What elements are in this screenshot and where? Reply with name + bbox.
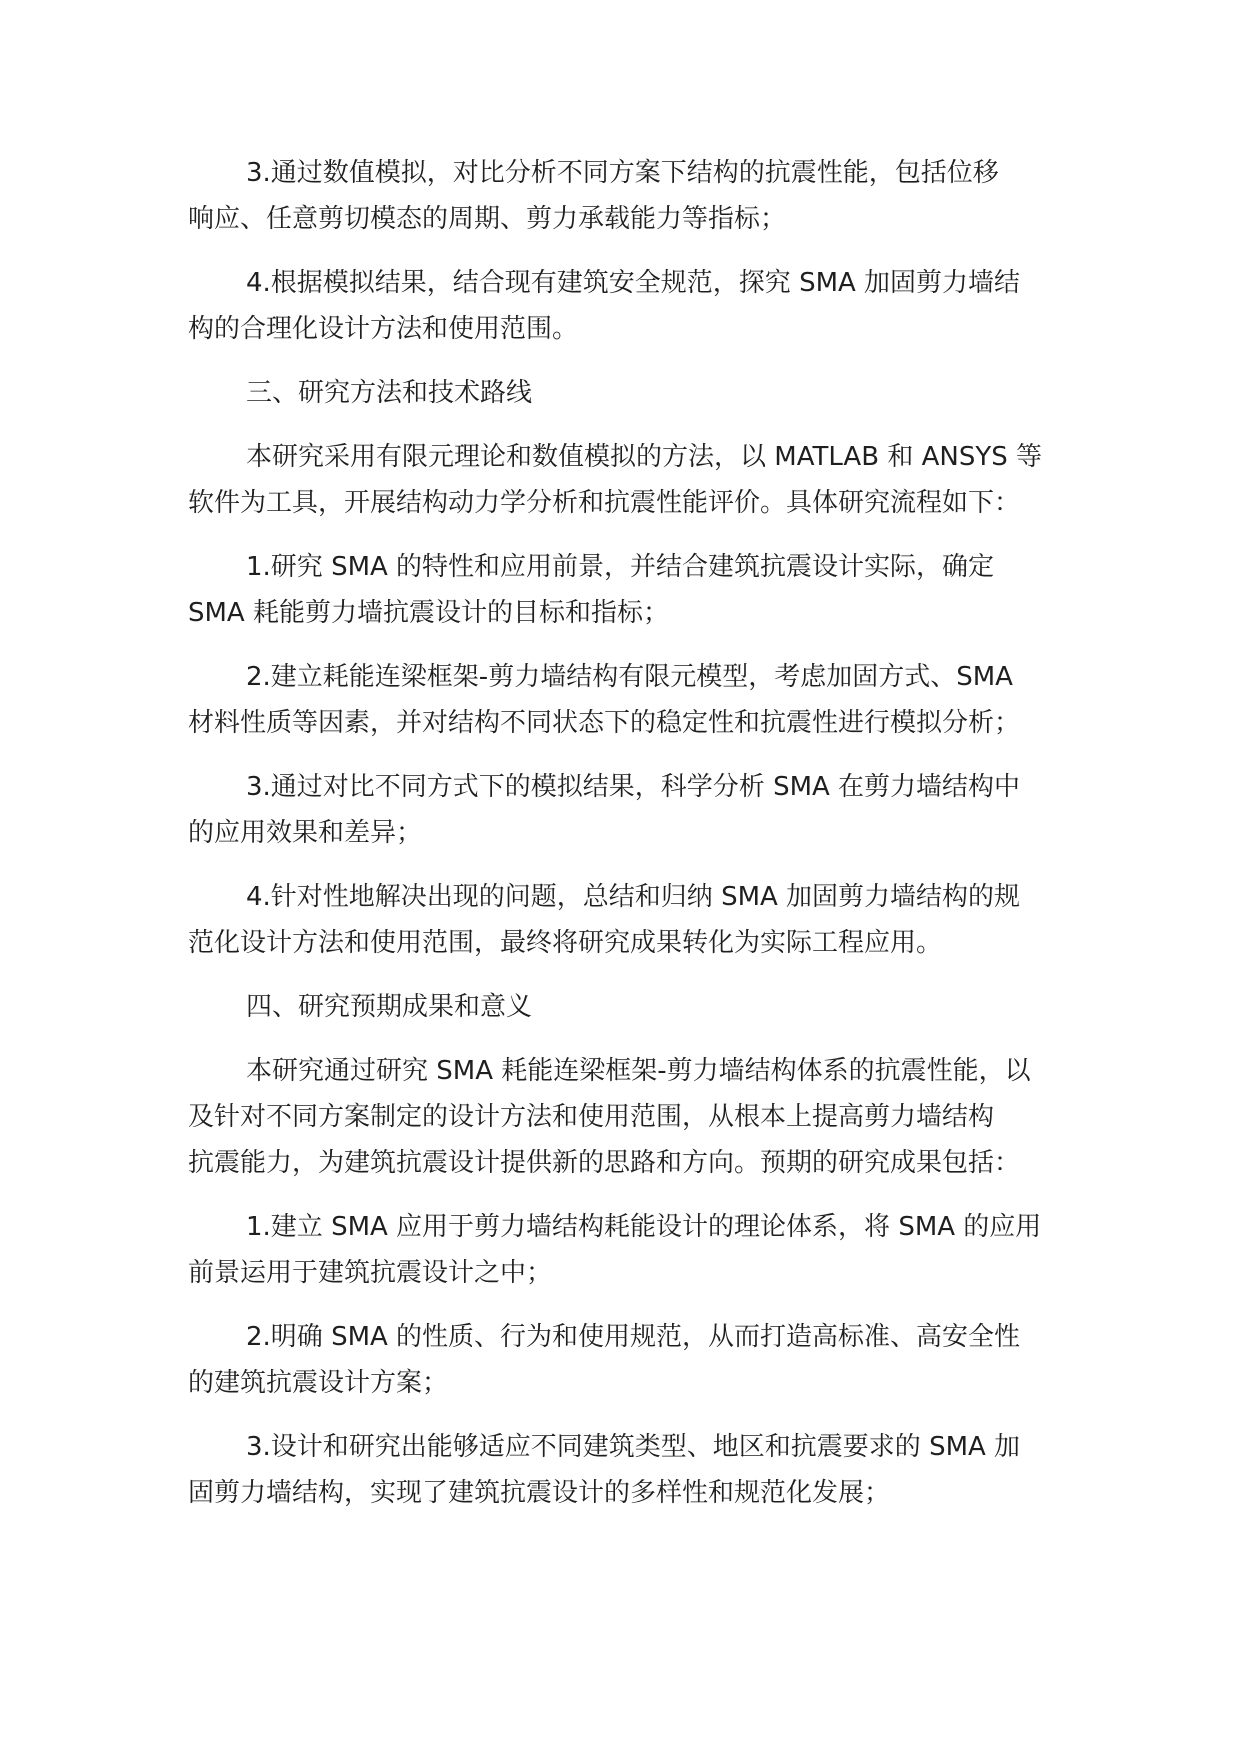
paragraph-outcomes-intro (188, 1048, 1078, 1186)
paragraph-3-numerical-simulation (188, 150, 1078, 242)
paragraph-line: 3.设计和研究出能够适应不同建筑类型、地区和抗震要求的 SMA 加 (246, 1432, 1021, 1462)
paragraph-method-4 (188, 874, 1078, 966)
paragraph-line: 响应、任意剪切模态的周期、剪力承载能力等指标； (188, 204, 787, 234)
paragraph-line: SMA 耗能剪力墙抗震设计的目标和指标； (188, 598, 669, 628)
paragraph-line: 2.明确 SMA 的性质、行为和使用规范，从而打造高标准、高安全性 (246, 1322, 1021, 1352)
section-heading-outcomes (188, 984, 1078, 1030)
paragraph-method-1 (188, 544, 1078, 636)
paragraph-line: 4.针对性地解决出现的问题，总结和归纳 SMA 加固剪力墙结构的规 (246, 882, 1021, 912)
paragraph-line: 1.建立 SMA 应用于剪力墙结构耗能设计的理论体系，将 SMA 的应用 (246, 1212, 1042, 1242)
document-page (188, 150, 1078, 1534)
paragraph-line: 本研究通过研究 SMA 耗能连梁框架-剪力墙结构体系的抗震性能，以 (246, 1056, 1031, 1086)
paragraph-line: 前景运用于建筑抗震设计之中； (188, 1258, 553, 1288)
paragraph-line: 抗震能力，为建筑抗震设计提供新的思路和方向。预期的研究成果包括： (188, 1148, 1021, 1178)
paragraph-line: 3.通过对比不同方式下的模拟结果，科学分析 SMA 在剪力墙结构中 (246, 772, 1021, 802)
paragraph-line: 及针对不同方案制定的设计方法和使用范围，从根本上提高剪力墙结构 (188, 1102, 995, 1132)
paragraph-methods-intro (188, 434, 1078, 526)
section-heading-text: 四、研究预期成果和意义 (246, 992, 533, 1022)
paragraph-line: 3.通过数值模拟，对比分析不同方案下结构的抗震性能，包括位移 (246, 158, 999, 188)
paragraph-line: 本研究采用有限元理论和数值模拟的方法，以 MATLAB 和 ANSYS 等 (246, 442, 1042, 472)
section-heading-methods (188, 370, 1078, 416)
paragraph-line: 4.根据模拟结果，结合现有建筑安全规范，探究 SMA 加固剪力墙结 (246, 268, 1021, 298)
paragraph-line: 的建筑抗震设计方案； (188, 1368, 449, 1398)
paragraph-4-design-method (188, 260, 1078, 352)
paragraph-outcome-3 (188, 1424, 1078, 1516)
paragraph-line: 范化设计方法和使用范围，最终将研究成果转化为实际工程应用。 (188, 928, 943, 958)
section-heading-text: 三、研究方法和技术路线 (246, 378, 533, 408)
paragraph-line: 构的合理化设计方法和使用范围。 (188, 314, 579, 344)
paragraph-outcome-1 (188, 1204, 1078, 1296)
paragraph-outcome-2 (188, 1314, 1078, 1406)
paragraph-line: 1.研究 SMA 的特性和应用前景，并结合建筑抗震设计实际，确定 (246, 552, 995, 582)
paragraph-line: 的应用效果和差异； (188, 818, 423, 848)
paragraph-line: 材料性质等因素，并对结构不同状态下的稳定性和抗震性进行模拟分析； (188, 708, 1021, 738)
paragraph-line: 2.建立耗能连梁框架-剪力墙结构有限元模型，考虑加固方式、SMA (246, 662, 1013, 692)
paragraph-method-3 (188, 764, 1078, 856)
paragraph-method-2 (188, 654, 1078, 746)
paragraph-line: 固剪力墙结构，实现了建筑抗震设计的多样性和规范化发展； (188, 1478, 891, 1508)
paragraph-line: 软件为工具，开展结构动力学分析和抗震性能评价。具体研究流程如下： (188, 488, 1021, 518)
